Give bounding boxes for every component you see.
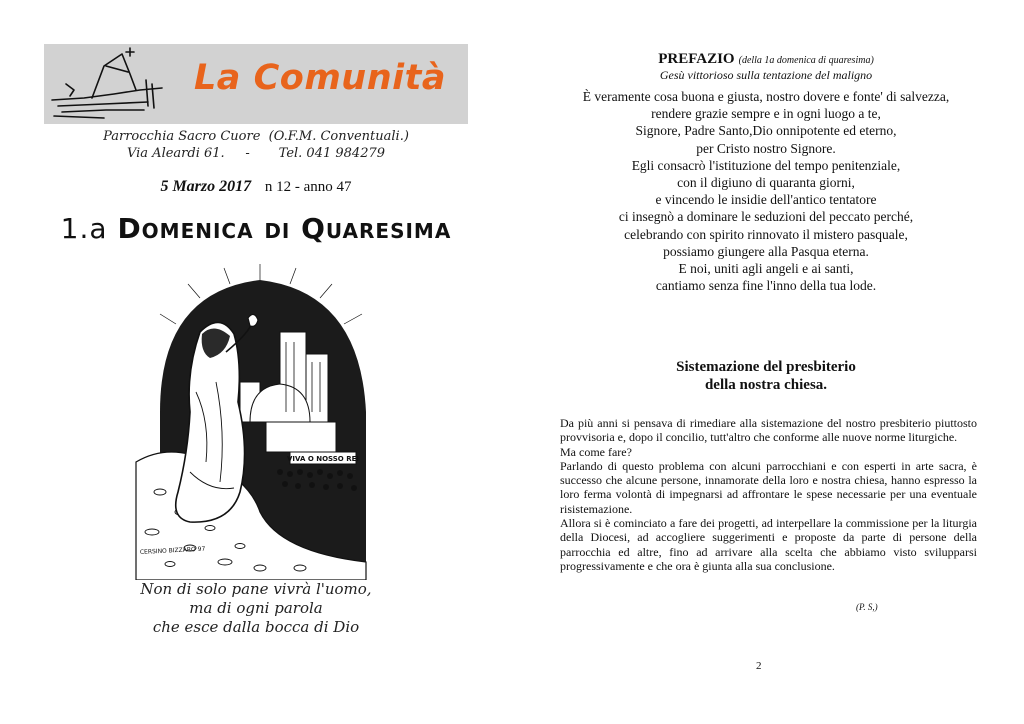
issue-date: 5 Marzo 2017 xyxy=(160,178,252,195)
prefazio-line: E noi, uniti agli angeli e ai santi, xyxy=(678,261,854,277)
quote-line: Non di solo pane vivrà l'uomo, xyxy=(140,580,372,598)
artist-signature: CERSINO BIZZARO 97 xyxy=(139,545,206,556)
banner-text: VIVA O NOSSO REI xyxy=(287,455,359,463)
church-logo-icon xyxy=(44,44,176,124)
prefazio-line: con il digiuno di quaranta giorni, xyxy=(677,175,855,191)
parish-address-line: Via Aleardi 61. - Tel. 041 984279 xyxy=(126,146,386,161)
prefazio-line: cantiamo senza fine l'inno della tua lode. xyxy=(655,278,877,294)
prefazio-note: (della 1a domenica di quaresima) xyxy=(738,55,874,66)
temptation-illustration xyxy=(130,262,380,580)
prefazio-line: celebrando con spirito rinnovato il mistero pasquale, xyxy=(624,226,908,242)
article-title-line: della nostra chiesa. xyxy=(704,377,828,393)
sunday-number: 1.a xyxy=(60,212,108,245)
issue-line xyxy=(44,178,468,196)
article-title xyxy=(556,358,976,394)
prefazio-line: per Cristo nostro Signore. xyxy=(696,140,836,156)
masthead xyxy=(44,44,468,124)
article-body xyxy=(560,416,977,573)
prefazio-heading xyxy=(556,50,976,68)
prefazio-line: e vincendo le insidie dell'antico tentatore xyxy=(655,192,877,208)
article-title-line: Sistemazione del presbiterio xyxy=(676,359,856,375)
sunday-heading xyxy=(44,212,468,245)
quote-line: che esce dalla bocca di Dio xyxy=(152,618,360,636)
article-signature: (P. S,) xyxy=(856,602,878,612)
article-paragraph: Allora si è cominciato a fare dei progetti, ad interpellare la commissione per la liturgia della Diocesi, ad accogliere suggerimenti e proposte da parte di persone della parrocchia ed altre, fino ad arrivare alla scelta che abbiamo visto svilupparsi progressivamente e che ora è giunta alla sua conclusione. xyxy=(560,516,977,573)
article-paragraph: Ma come fare? xyxy=(560,444,632,459)
prefazio-line: Signore, Padre Santo,Dio onnipotente ed eterno, xyxy=(635,123,897,139)
article-paragraph: Parlando di questo problema con alcuni parrocchiani e con esperti in arte sacra, è successo che alcune persone, innamorate della loro e nostra chiesa, hanno espresso la loro ferma volontà di impegnarsi ad affrontare le spese necessarie per una eventuale risistemazione. xyxy=(560,458,977,516)
prefazio-line: Egli consacrò l'istituzione del tempo penitenziale, xyxy=(631,157,901,173)
newsletter-title: La Comunità xyxy=(194,58,446,98)
sunday-title: Domenica di Quaresima xyxy=(117,212,452,245)
article-paragraph: Da più anni si pensava di rimediare alla sistemazione del nostro presbiterio piuttosto provvisoria e, dopo il concilio, tutt'altro che conforme alle nuove norme liturgiche. xyxy=(560,416,977,445)
prefazio-text xyxy=(540,88,992,294)
issue-number: n 12 - anno 47 xyxy=(264,179,352,195)
parish-info xyxy=(44,128,468,162)
page-number: 2 xyxy=(756,660,762,672)
prefazio-line: possiamo giungere alla Pasqua eterna. xyxy=(663,243,869,259)
prefazio-line: È veramente cosa buona e giusta, nostro dovere e fonte' di salvezza, xyxy=(582,89,950,104)
prefazio-title: PREFAZIO xyxy=(658,51,735,67)
quote-line: ma di ogni parola xyxy=(189,599,323,617)
prefazio-line: ci insegnò a dominare le seduzioni del peccato perché, xyxy=(618,209,914,225)
parish-name-line: Parrocchia Sacro Cuore (O.F.M. Conventuali.) xyxy=(103,129,409,144)
prefazio-line: rendere grazie sempre e in ogni luogo a te, xyxy=(651,106,881,122)
prefazio-subtitle: Gesù vittorioso sulla tentazione del maligno xyxy=(659,68,873,82)
gospel-quote xyxy=(44,580,468,637)
